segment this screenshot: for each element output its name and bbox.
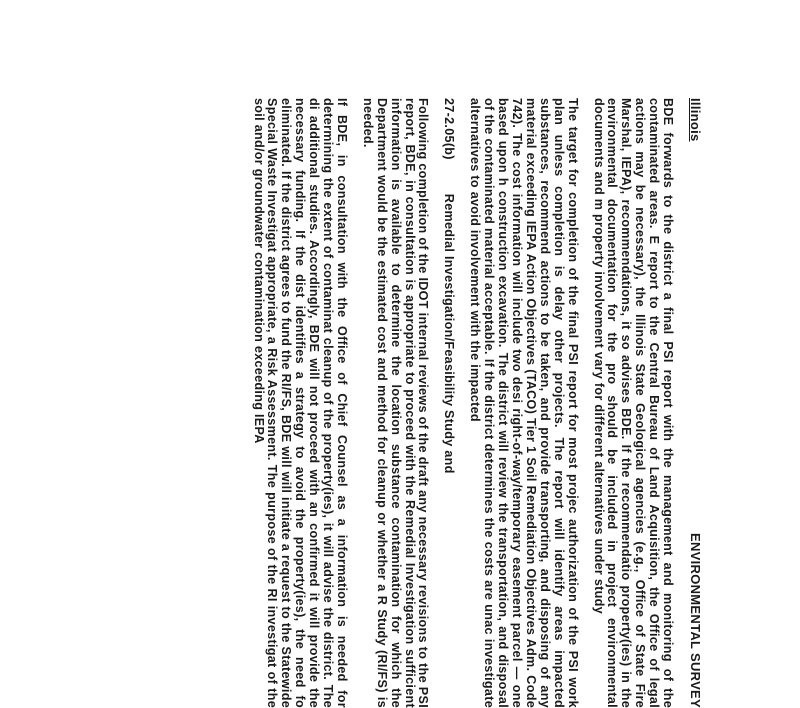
subsection-title: Remedial Investigation/Feasibility Study and [442,193,457,474]
state-label: Illinois [688,98,703,142]
subsection-heading [442,98,456,708]
paragraph-3: Following completion of the IDOT internal reviews of the draft any necessary revisions to the PSI report, BDE, in consultation is appropriate to proceed with the Remedial Investigation sufficient information is available to determine the location substance contamination for which the Department would be the estimated cost and method for cleanup or whether a R Study (RI/FS) is needed. [360,98,431,708]
subsection-number: 27-2.05(b) [442,98,457,160]
paragraph-2: The target for completion of the final PSI report for most projec authorization of the PSI work plan unless completion is delay other projects. The report will identify areas impacted substances, recommend actions to be taken, and provide transporting, and disposing of any material exceeding IEPA Action Objectives (TACO) Tier 1 Soil Remediation Objectives Adm. Code 742). The cost information will include two desi right-of-way/temporary easement parcel — one based upon h construction excavation. The district will review the transportation, and disposal of the contaminated material acceptable. If the district determines the costs are unac investigate alternatives to avoid involvement with the impacted [468,98,580,708]
paragraph-4: If BDE, in consultation with the Office of Chief Counsel as a information is needed for determining the extent of contaminat cleanup of the property(ies), it will advise the district. The di additional studies. Accordingly, BDE will not proceed with an confirmed it will provide the necessary funding. If the dist identifies a strategy to avoid the property(ies), the need fo eliminated. If the district agrees to fund the RI/FS, BDE will will initiate a request to the Statewide Special Waste Investigat appropriate, a Risk Assessment. The purpose of the RI investigat of the soil and/or groundwater contamination exceeding IEPA [251,98,349,708]
section-title: ENVIRONMENTAL SURVEY [688,532,703,708]
page-header [688,98,702,708]
paragraph-1: BDE forwards to the district a final PSI report with the management and monitoring of the contaminated areas. E report to the Central Bureau of Land Acquisition, the Office of legal actions may be necessary), the Illinois State Geological agencies (e.g., Office of State Fire Marshal, IEPA), recommendations, it so advises BDE. If the recommendatio property(ies) in the environmental documentation for the pro should be included in project environmental documents and m property involvement vary for different alternatives under study [591,98,676,708]
rotated-document [239,98,702,708]
